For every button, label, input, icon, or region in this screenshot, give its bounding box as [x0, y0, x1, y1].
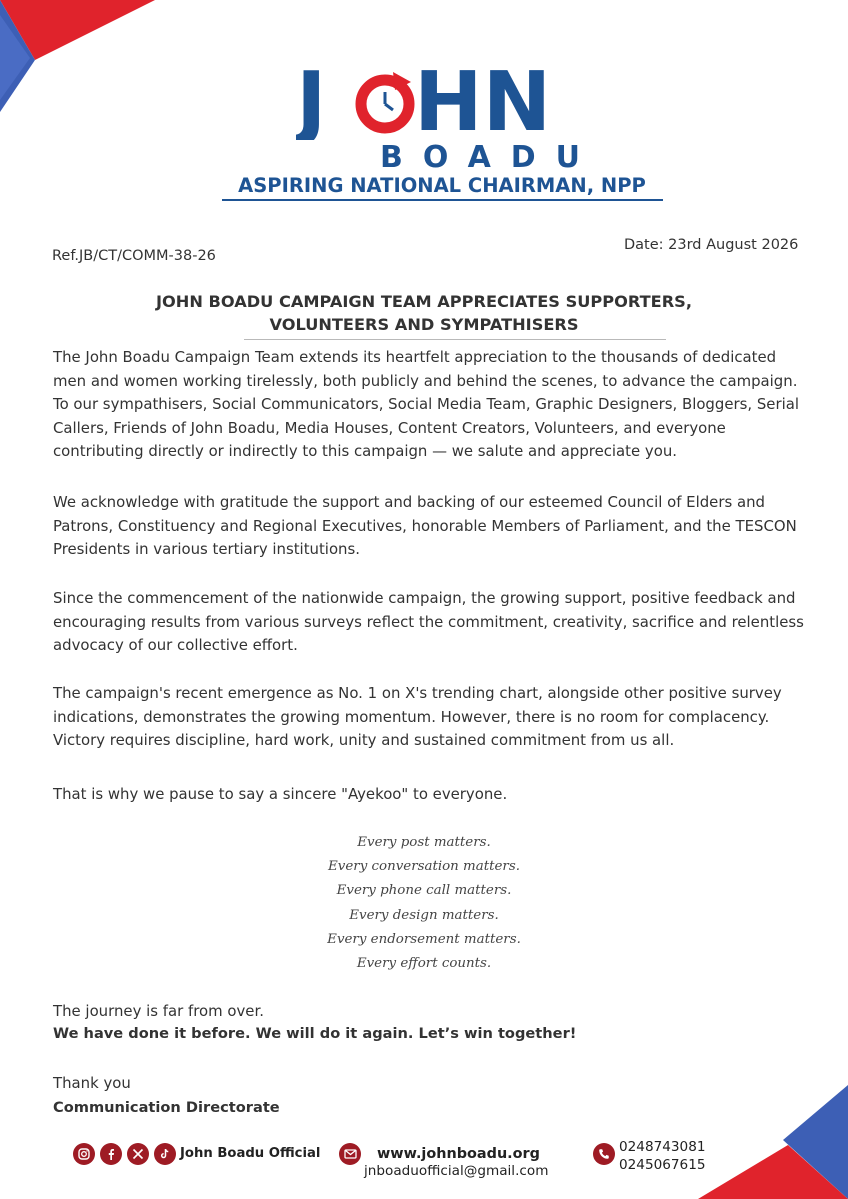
reference-number: Ref.JB/CT/COMM-38-26 [52, 248, 216, 264]
body-paragraph: Since the commencement of the nationwide campaign, the growing support, positive feedback and encouraging results from various surveys reflect the commitment, creativity, sacrifice and relentless advocacy of our collective effort. [53, 589, 804, 654]
headline-divider [244, 339, 666, 340]
signoff: Communication Directorate [53, 1099, 280, 1116]
john-logo [296, 60, 556, 140]
quote-line: Every post matters. [357, 835, 491, 850]
mail-icon [339, 1143, 361, 1165]
x-icon[interactable] [127, 1143, 149, 1165]
quote-line: Every effort counts. [356, 956, 492, 972]
closing-line: The journey is far from over. [53, 1002, 264, 1020]
body-paragraph: That is why we pause to say a sincere "Ayekoo" to everyone. [53, 785, 508, 803]
phone-icon [593, 1143, 615, 1165]
headline [70, 290, 778, 336]
thank-you: Thank you [53, 1074, 131, 1092]
phone-number-2[interactable]: 0245067615 [619, 1157, 706, 1173]
quote-line: Every endorsement matters. [327, 931, 521, 947]
headline-line-1: JOHN BOADU CAMPAIGN TEAM APPRECIATES SUPPORTERS, [156, 292, 692, 311]
closing-slogan: We have done it before. We will do it again. Let’s win together! [53, 1025, 577, 1042]
tiktok-icon[interactable] [154, 1143, 176, 1165]
email-link[interactable]: jnboaduofficial@gmail.com [364, 1163, 549, 1179]
body-paragraph: The campaign's recent emergence as No. 1 on X's trending chart, alongside other positive survey indications, demonstrates the growing momentum. However, there is no room for complacency. Victory requires discipline, hard work, unity and sustained commitment from us all. [53, 684, 782, 749]
body-paragraph: The John Boadu Campaign Team extends its heartfelt appreciation to the thousands of dedicated men and women working tirelessly, both publicly and behind the scenes, to advance the campaign. To our sympathisers, Social Communicators, Social Media Team, Graphic Designers, Bloggers, Serial Callers, Friends of John Boadu, Media Houses, Content Creators, Volunteers, and everyone contributing directly or indirectly to this campaign — we salute and appreciate you. [53, 348, 799, 460]
social-handle[interactable]: John Boadu Official [180, 1146, 321, 1161]
quote-line: Every conversation matters. [328, 859, 520, 875]
svg-text:HN: HN [414, 60, 552, 140]
quote-line: Every design matters. [349, 907, 499, 923]
instagram-icon[interactable] [73, 1143, 95, 1165]
headline-line-2: VOLUNTEERS AND SYMPATHISERS [269, 315, 579, 334]
website-link[interactable]: www.johnboadu.org [377, 1146, 540, 1162]
corner-decoration-bottom-right [698, 1085, 848, 1199]
quote-line: Every phone call matters. [336, 883, 512, 899]
document-date: Date: 23rd August 2026 [624, 237, 799, 253]
tagline-underline [222, 199, 663, 201]
clock-o-icon [353, 70, 417, 138]
facebook-icon[interactable] [100, 1143, 122, 1165]
phone-number-1[interactable]: 0248743081 [619, 1139, 706, 1155]
tagline: ASPIRING NATIONAL CHAIRMAN, NPP [238, 174, 646, 197]
logo-subtext: BOADU [380, 140, 601, 175]
body-paragraph: We acknowledge with gratitude the support and backing of our esteemed Council of Elders and Patrons, Constituency and Regional Executives, honorable Members of Parliament, and the TESCON Presidents in various tertiary institutions. [53, 493, 797, 558]
svg-text:J: J [296, 60, 327, 140]
quote-block [224, 831, 624, 976]
corner-decoration-top-left [0, 0, 160, 115]
